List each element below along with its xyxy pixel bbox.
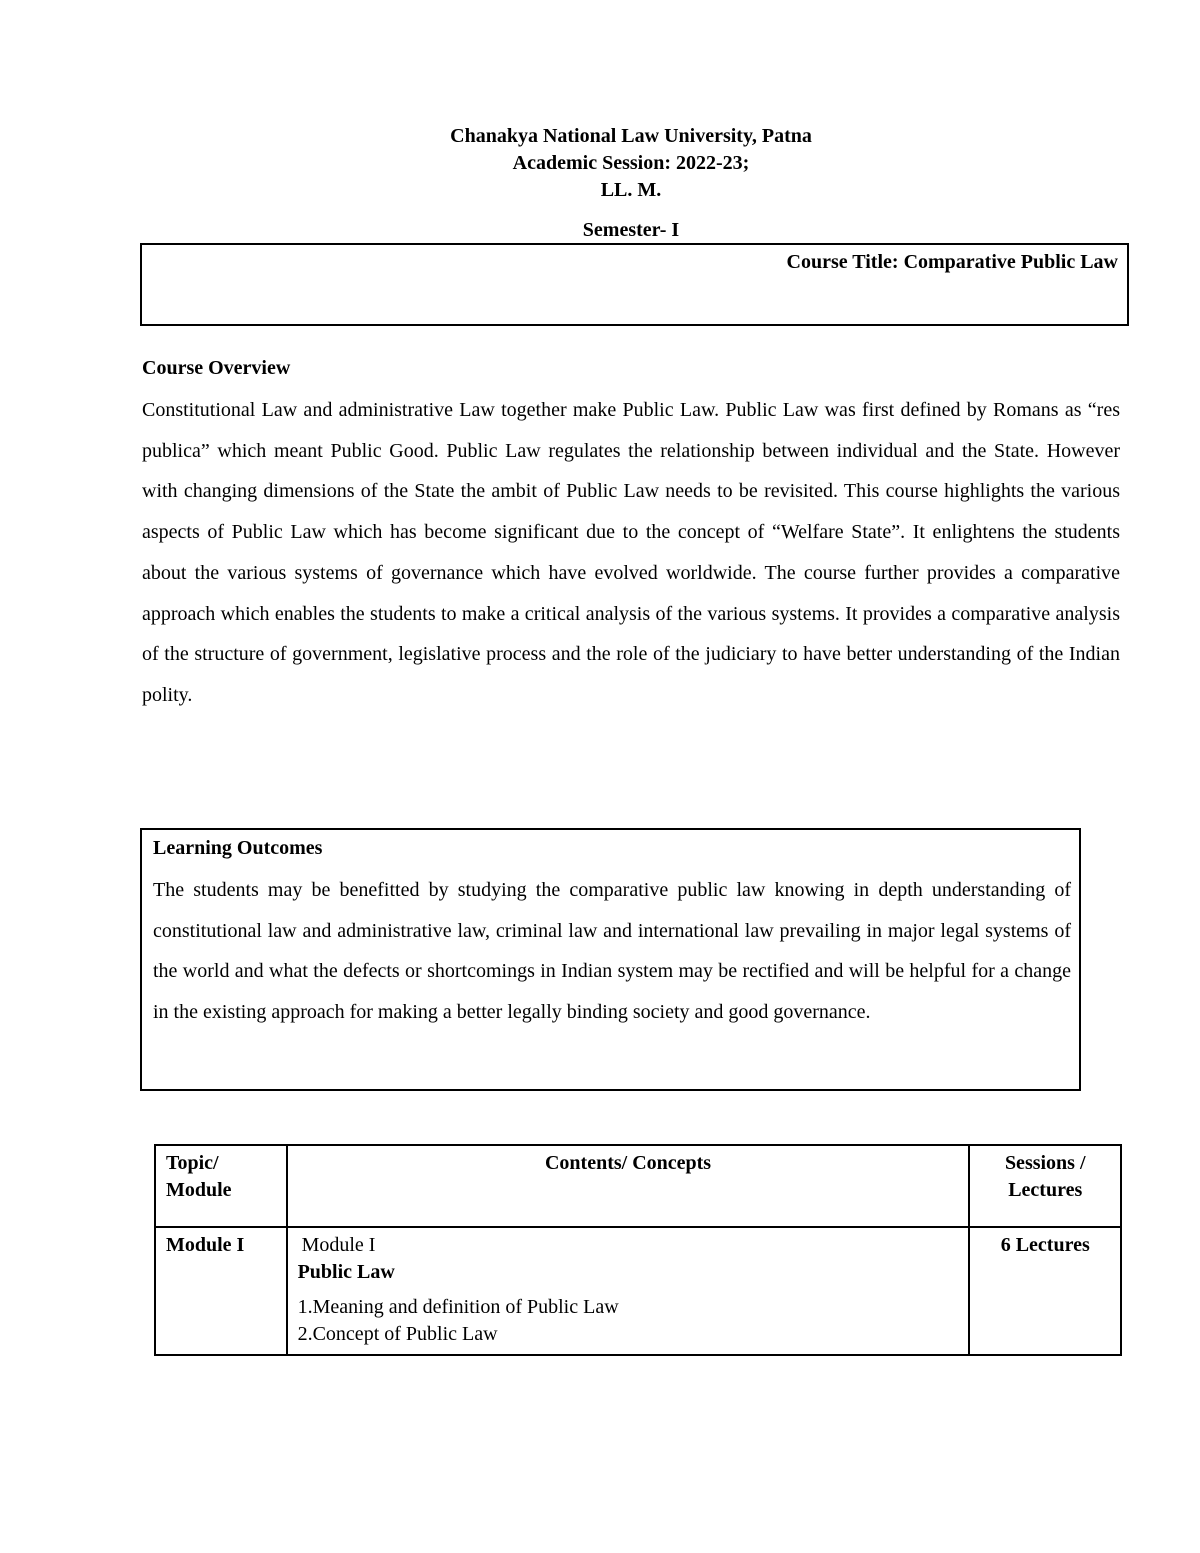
contents-cell xyxy=(287,1227,970,1355)
course-title: Course Title: Comparative Public Law xyxy=(786,251,1118,273)
semester-label: Semester- I xyxy=(582,219,680,241)
list-item: 2.Concept of Public Law xyxy=(297,1323,498,1345)
university-name: Chanakya National Law University, Patna xyxy=(450,125,812,147)
header-topic-module xyxy=(155,1145,287,1227)
module-title: Public Law xyxy=(297,1261,395,1283)
learning-outcomes-box xyxy=(140,828,1081,1091)
program-name: LL. M. xyxy=(600,179,662,201)
table-header-row xyxy=(155,1145,1121,1227)
course-overview-heading: Course Overview xyxy=(142,357,291,379)
header-sessions-line1: Sessions / xyxy=(1004,1152,1086,1174)
learning-outcomes-text: The students may be benefitted by studying the comparative public law knowing in depth understanding of constitutional law and administrative law, criminal law and international law prevailing in major legal systems of the world and what the defects or shortcomings in Indian system may be rectified and will be helpful for a change in the existing approach for making a better legally binding society and good governance. xyxy=(153,879,1071,1024)
module-label: Module I xyxy=(301,1234,376,1256)
header-topic-line2: Module xyxy=(166,1179,232,1201)
lectures-cell: 6 Lectures xyxy=(969,1227,1121,1355)
table-row xyxy=(155,1227,1121,1355)
header-contents: Contents/ Concepts xyxy=(287,1145,970,1227)
header-sessions xyxy=(969,1145,1121,1227)
header-sessions-line2: Lectures xyxy=(1008,1179,1083,1201)
header-topic-line1: Topic/ xyxy=(166,1152,219,1174)
module-table xyxy=(154,1144,1122,1356)
module-cell: Module I xyxy=(155,1227,287,1355)
list-item: 1.Meaning and definition of Public Law xyxy=(297,1296,619,1318)
academic-session: Academic Session: 2022-23; xyxy=(512,152,750,174)
document-header xyxy=(0,123,1200,204)
course-overview-text: Constitutional Law and administrative Law together make Public Law. Public Law was first defined by Romans as “res publica” which meant Public Good. Public Law regulates the relationship between individual and the State. However with changing dimensions of the State the ambit of Public Law needs to be revisited. This course highlights the various aspects of Public Law which has become significant due to the concept of “Welfare State”. It enlightens the students about the various systems of governance which have evolved worldwide. The course further provides a comparative approach which enables the students to make a critical analysis of the various systems. It provides a comparative analysis of the structure of government, legislative process and the role of the judiciary to have better understanding of the Indian polity. xyxy=(142,399,1120,706)
learning-outcomes-heading: Learning Outcomes xyxy=(153,837,323,859)
course-title-box xyxy=(140,243,1129,326)
